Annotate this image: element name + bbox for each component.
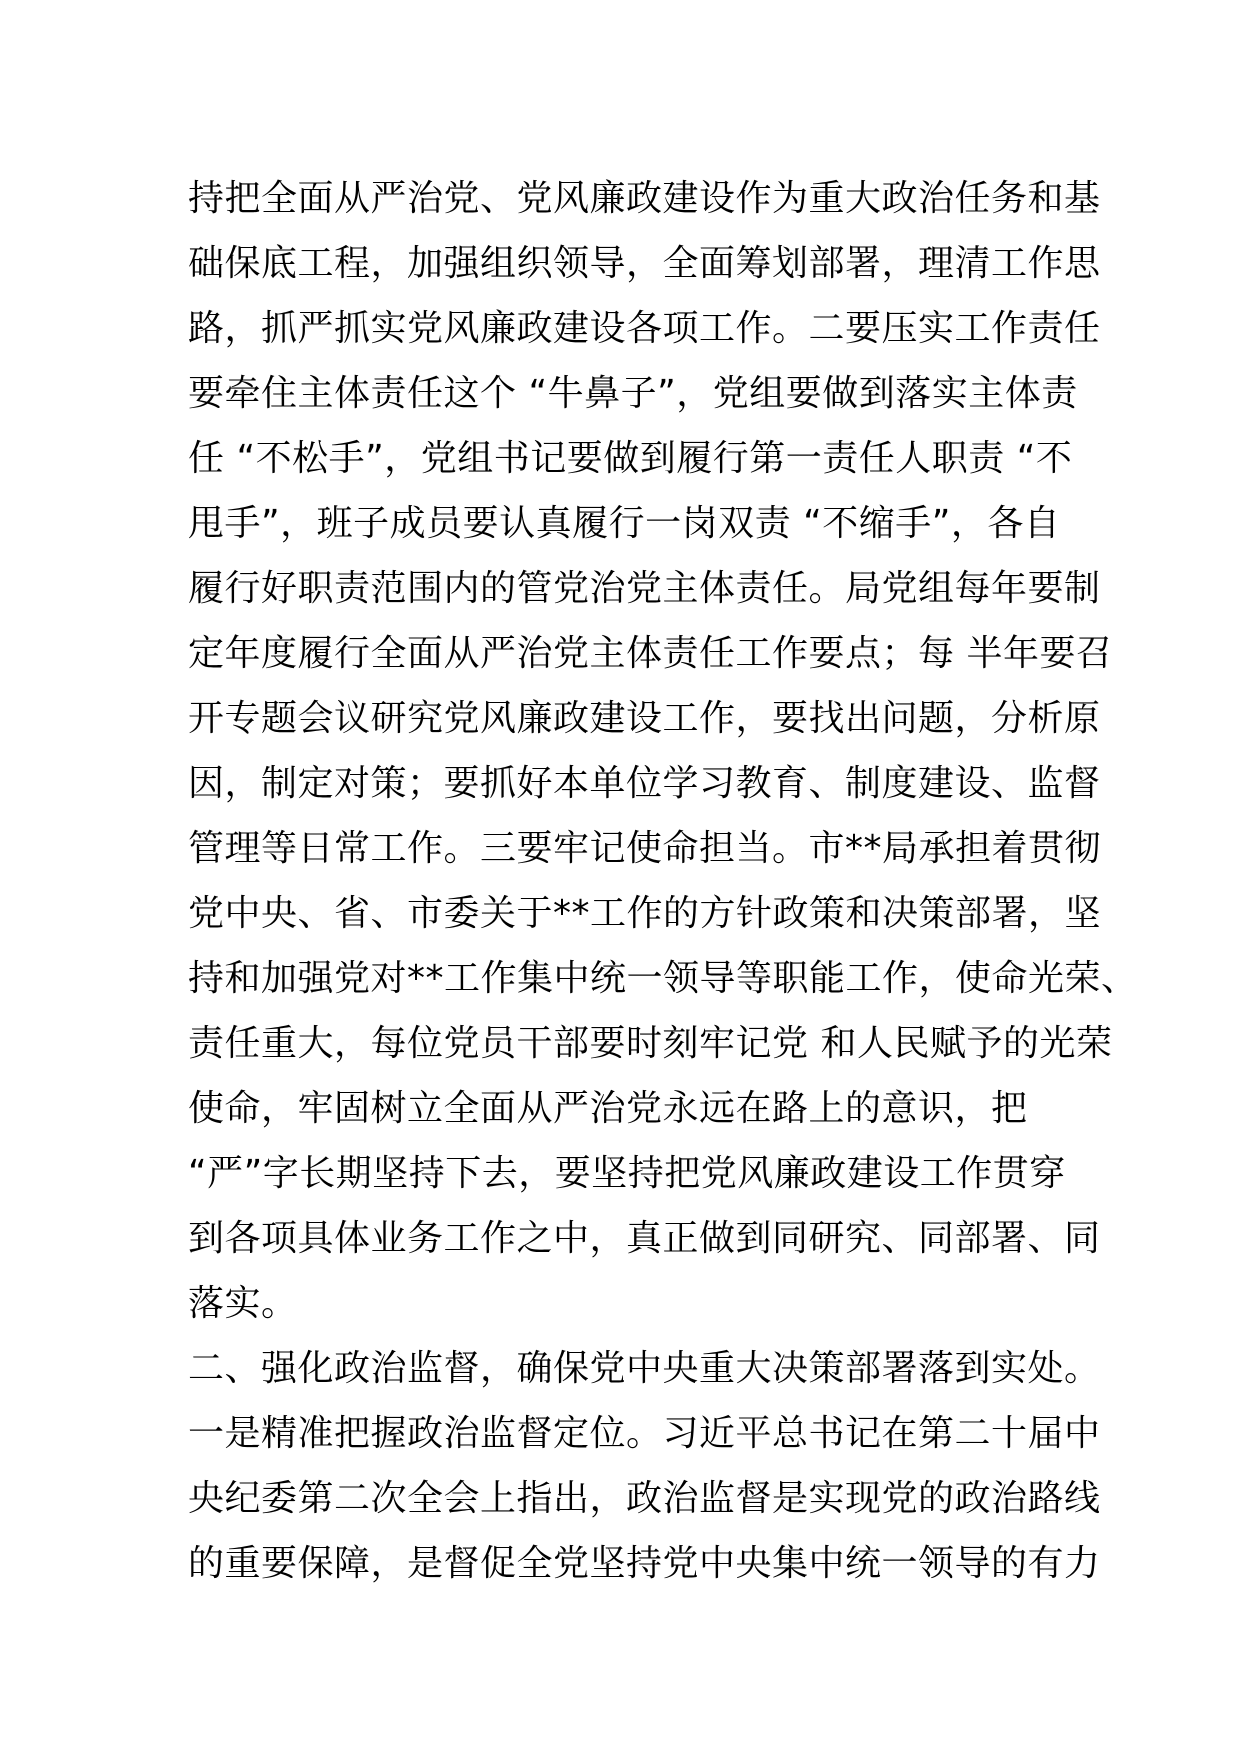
text-line: 党中央、省、市委关于**工作的方针政策和决策部署，坚 — [188, 893, 1102, 934]
text-line: 因，制定对策；要抓好本单位学习教育、制度建设、监督 — [188, 763, 1101, 804]
section-heading: 二、强化政治监督，确保党中央重大决策部署落到实处。 — [188, 1348, 1101, 1389]
text-line: 到各项具体业务工作之中，真正做到同研究、同部署、同 — [188, 1218, 1101, 1259]
text-line: 一是精准把握政治监督定位。习近平总书记在第二十届中 — [188, 1413, 1101, 1454]
text-line: 使命，牢固树立全面从严治党永远在路上的意识，把 — [188, 1088, 1028, 1129]
text-line: 落实。 — [188, 1283, 298, 1324]
text-line: 定年度履行全面从严治党主体责任工作要点；每 半年要召 — [188, 633, 1113, 674]
text-line: 甩手”，班子成员要认真履行一岗双责 “不缩手”，各自 — [188, 503, 1061, 544]
text-line: 持和加强党对**工作集中统一领导等职能工作，使命光荣、 — [188, 958, 1138, 999]
text-line: 开专题会议研究党风廉政建设工作，要找出问题，分析原 — [188, 698, 1101, 739]
text-line: 持把全面从严治党、党风廉政建设作为重大政治任务和基 — [188, 178, 1101, 219]
text-line: 央纪委第二次全会上指出，政治监督是实现党的政治路线 — [188, 1478, 1101, 1519]
text-line: 的重要保障，是督促全党坚持党中央集中统一领导的有力 — [188, 1543, 1101, 1584]
text-line: 履行好职责范围内的管党治党主体责任。局党组每年要制 — [188, 568, 1101, 609]
text-line: “严”字长期坚持下去，要坚持把党风廉政建设工作贯穿 — [188, 1153, 1066, 1194]
text-line: 任 “不松手”，党组书记要做到履行第一责任人职责 “不 — [188, 438, 1073, 479]
text-line: 础保底工程，加强组织领导，全面筹划部署，理清工作思 — [188, 243, 1101, 284]
text-line: 要牵住主体责任这个 “牛鼻子”，党组要做到落实主体责 — [188, 373, 1078, 414]
text-line: 管理等日常工作。三要牢记使命担当。市**局承担着贯彻 — [188, 828, 1102, 869]
text-line: 责任重大，每位党员干部要时刻牢记党 和人民赋予的光荣 — [188, 1023, 1113, 1064]
body-text — [188, 166, 1138, 1596]
text-line: 路，抓严抓实党风廉政建设各项工作。二要压实工作责任 — [188, 308, 1101, 349]
